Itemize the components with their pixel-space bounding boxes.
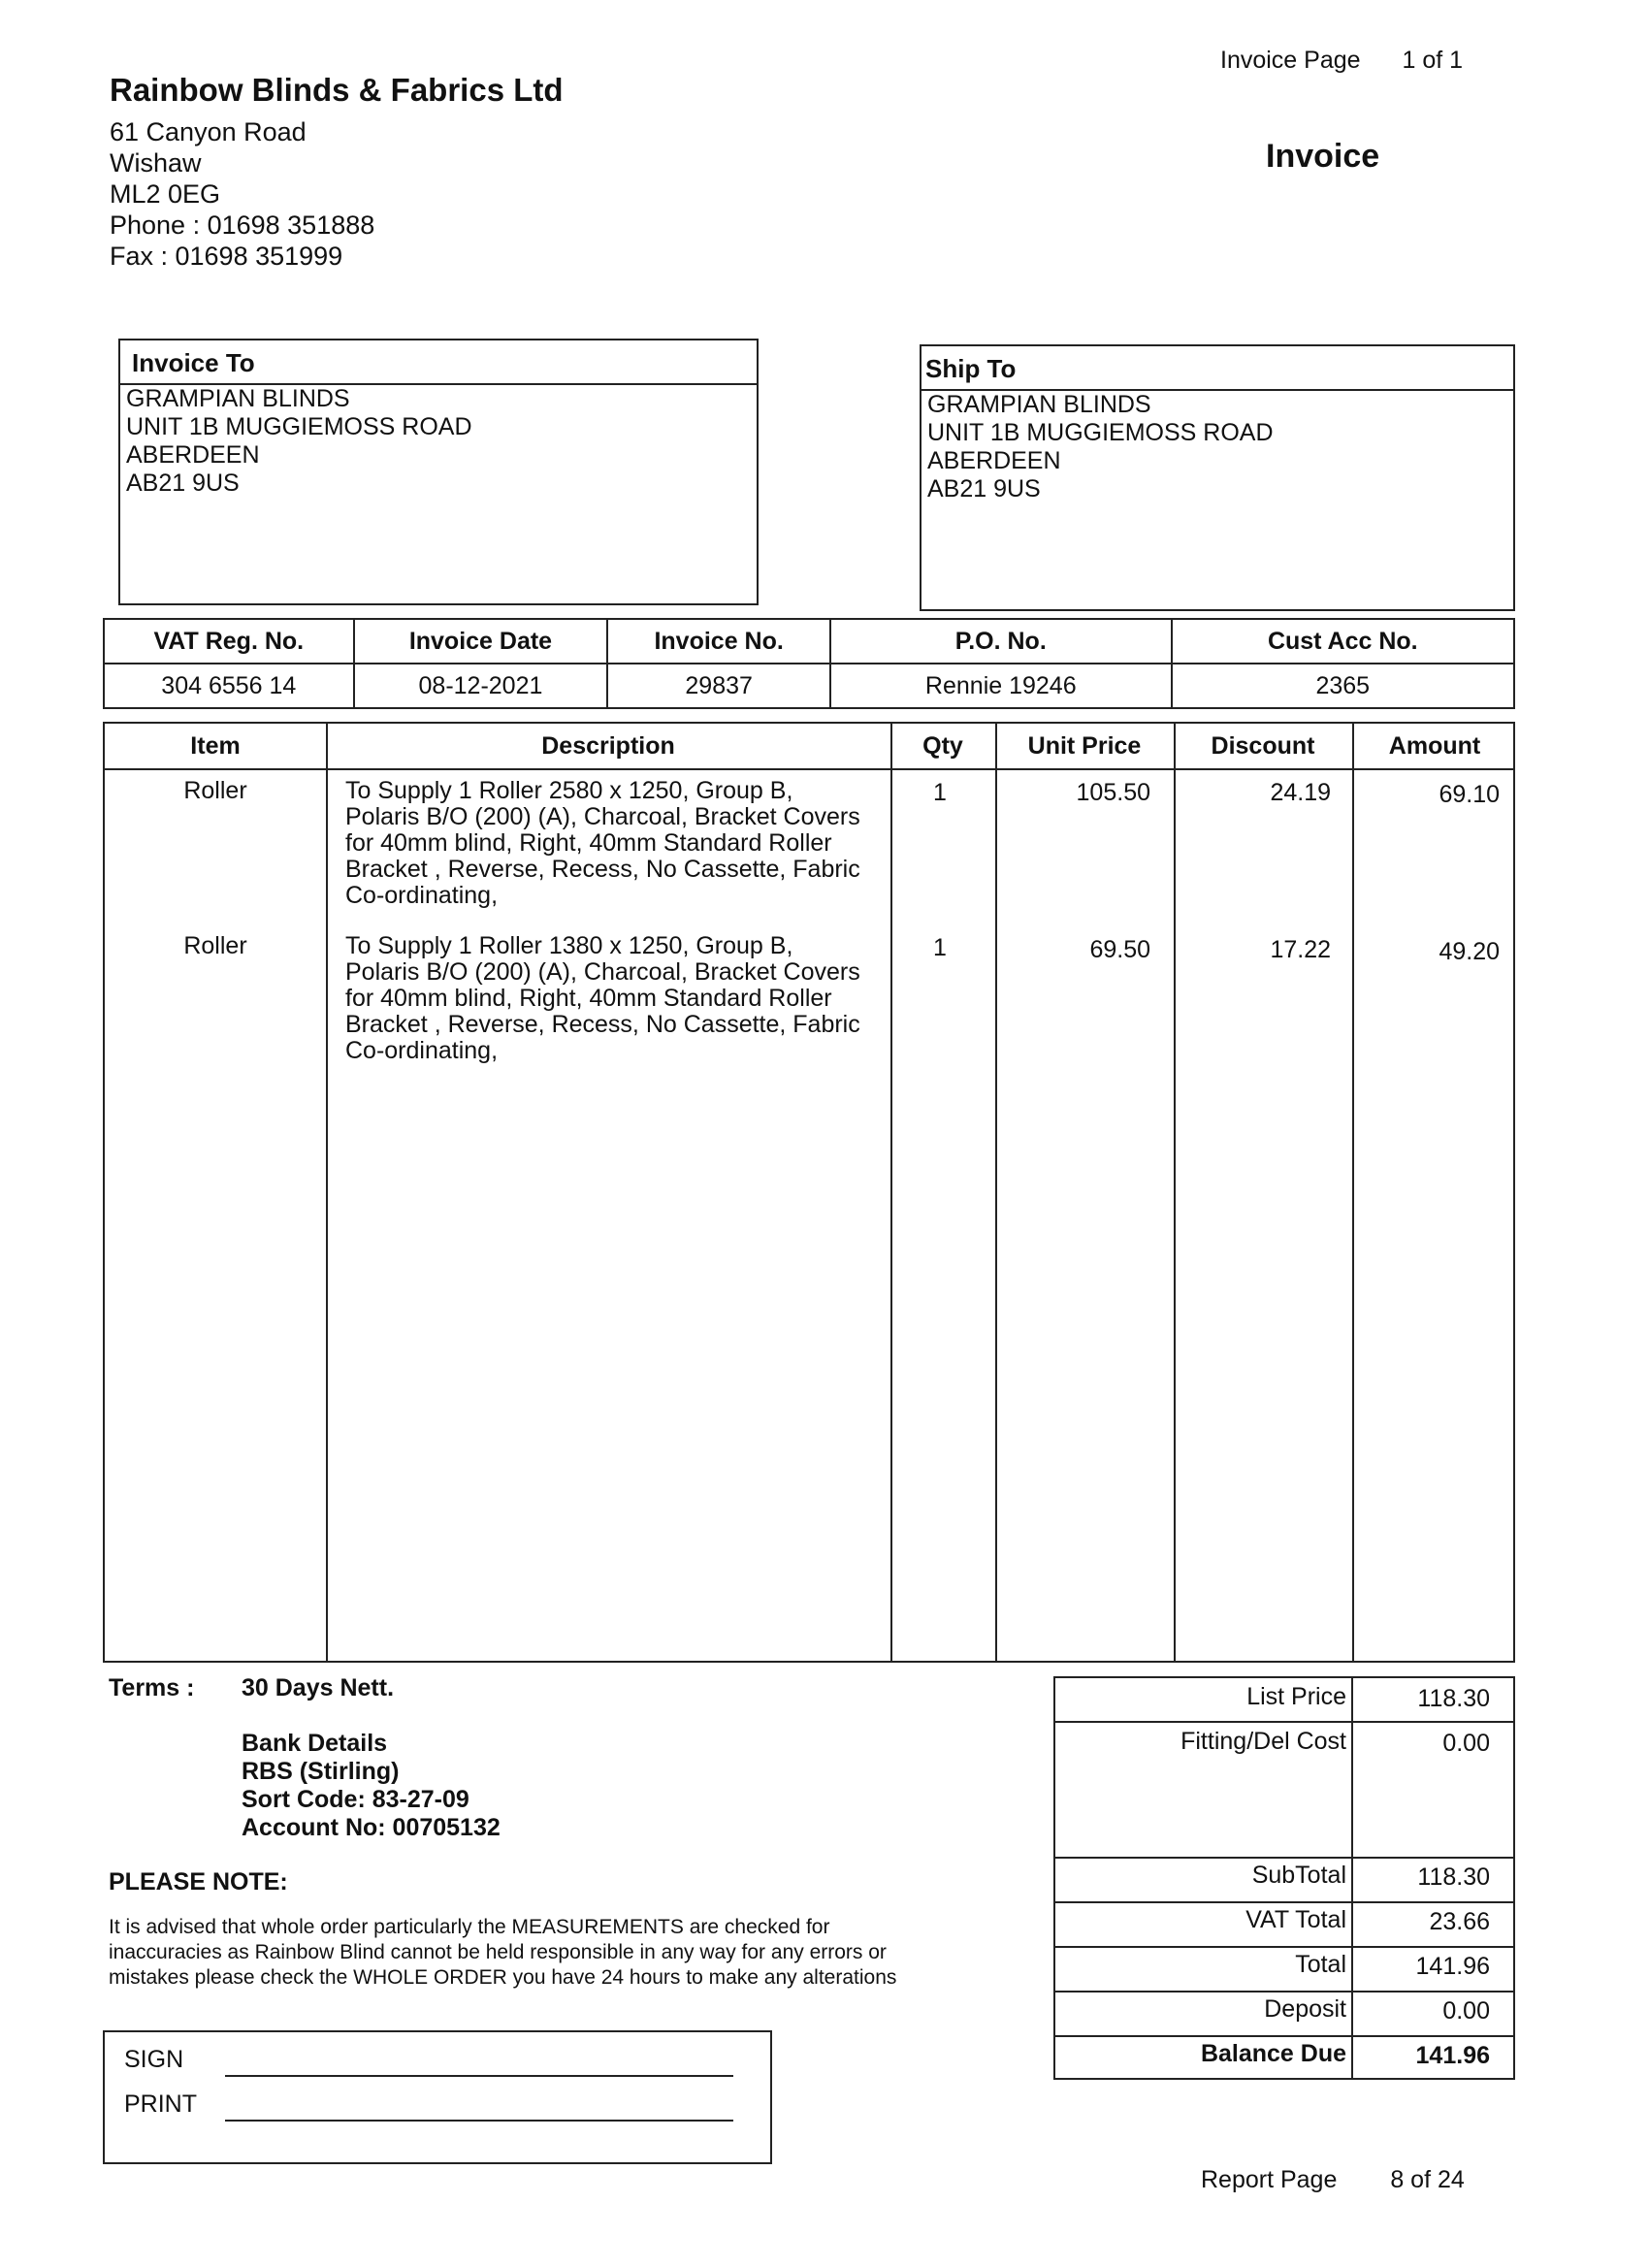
row1-discount: 24.19 [1270,779,1331,806]
po-no-value: Rennie 19246 [830,664,1172,708]
description-line: To Supply 1 Roller 2580 x 1250, Group B, [345,777,793,804]
note-line: It is advised that whole order particularly the MEASUREMENTS are checked for [109,1916,830,1938]
report-page [1201,2166,1465,2194]
list-price-value: 118.30 [1417,1685,1490,1712]
address-line: ABERDEEN [927,447,1061,474]
totals-rule [1055,2035,1513,2037]
item-header: Item [190,732,241,760]
company-address [110,116,374,272]
description-line: To Supply 1 Roller 1380 x 1250, Group B, [345,932,793,959]
description-line: Polaris B/O (200) (A), Charcoal, Bracket Covers [345,803,860,830]
account-number: Account No: 00705132 [242,1814,501,1841]
totals-rule [1055,1857,1513,1859]
terms-label: Terms : [109,1674,195,1701]
invoice-date-value: 08-12-2021 [354,664,608,708]
amount-header: Amount [1388,732,1481,760]
deposit-label: Deposit [1264,1995,1346,2023]
address-line: 61 Canyon Road [110,117,307,146]
invoice-no-value: 29837 [607,664,830,708]
invoice-meta-table [103,618,1515,709]
totals-rule [1055,1991,1513,1993]
column-divider [995,724,997,1661]
address-line: UNIT 1B MUGGIEMOSS ROAD [126,413,472,440]
bank-details [242,1730,501,1842]
ship-to-heading: Ship To [922,346,1513,391]
fitting-label: Fitting/Del Cost [1180,1728,1346,1755]
cust-acc-header: Cust Acc No. [1172,619,1514,664]
description-header: Description [541,732,675,760]
row2-description [345,933,889,1064]
total-value: 141.96 [1415,1953,1490,1980]
page-label: Invoice Page [1220,47,1361,74]
cust-acc-value: 2365 [1172,664,1514,708]
note-line: mistakes please check the WHOLE ORDER you have 24 hours to make any alterations [109,1966,897,1989]
company-phone: Phone : 01698 351888 [110,211,375,240]
address-line: GRAMPIAN BLINDS [927,391,1151,418]
description-line: for 40mm blind, Right, 40mm Standard Roller [345,985,832,1012]
invoice-date-header: Invoice Date [354,619,608,664]
sort-code: Sort Code: 83-27-09 [242,1786,469,1813]
address-line: UNIT 1B MUGGIEMOSS ROAD [927,419,1274,446]
vat-reg-header: VAT Reg. No. [104,619,354,664]
row1-unit-price: 105.50 [1076,779,1150,806]
unit-price-header: Unit Price [1027,732,1142,760]
totals-box [1053,1676,1515,2080]
sign-print-box [103,2030,772,2164]
po-no-header: P.O. No. [830,619,1172,664]
column-divider [890,724,892,1661]
row1-item: Roller [183,777,247,804]
row2-item: Roller [183,932,247,959]
note-text [109,1915,896,1991]
bank-heading: Bank Details [242,1730,388,1757]
deposit-value: 0.00 [1442,1997,1490,2025]
invoice-to-heading: Invoice To [120,340,757,385]
description-line: Co-ordinating, [345,882,499,909]
sign-line[interactable] [225,2075,733,2077]
vat-total-label: VAT Total [1245,1906,1346,1933]
invoice-no-header: Invoice No. [607,619,830,664]
qty-header: Qty [922,732,963,760]
balance-due-value: 141.96 [1415,2042,1490,2069]
address-line: AB21 9US [927,475,1041,502]
ship-to-address [922,391,1513,503]
address-line: GRAMPIAN BLINDS [126,385,350,412]
report-page-value: 8 of 24 [1390,2166,1465,2193]
description-line: Polaris B/O (200) (A), Charcoal, Bracket Covers [345,958,860,986]
page-value: 1 of 1 [1402,47,1464,74]
row2-qty: 1 [933,934,947,961]
column-divider [326,724,328,1661]
invoice-to-address [120,385,757,498]
list-price-label: List Price [1246,1683,1346,1710]
total-label: Total [1295,1951,1346,1978]
description-line: Bracket , Reverse, Recess, No Cassette, Fabric [345,1011,860,1038]
ship-to-box [920,344,1515,611]
meta-header-row [104,619,1514,664]
row2-discount: 17.22 [1270,936,1331,963]
balance-due-label: Balance Due [1200,2040,1346,2067]
sign-label: SIGN [124,2046,184,2073]
company-name: Rainbow Blinds & Fabrics Ltd [110,72,564,108]
row2-amount: 49.20 [1439,938,1500,965]
address-line: ABERDEEN [126,441,260,469]
print-line[interactable] [225,2120,733,2122]
document-title: Invoice [1266,138,1380,175]
subtotal-label: SubTotal [1251,1862,1346,1889]
subtotal-value: 118.30 [1417,1863,1490,1891]
invoice-to-box [118,339,759,605]
fitting-value: 0.00 [1442,1730,1490,1757]
totals-rule [1055,1946,1513,1948]
note-line: inaccuracies as Rainbow Blind cannot be held responsible in any way for any errors or [109,1941,887,1963]
print-label: PRINT [124,2090,197,2118]
totals-rule [1055,1721,1513,1723]
address-line: AB21 9US [126,470,240,497]
line-items-table [103,722,1515,1663]
description-line: Bracket , Reverse, Recess, No Cassette, Fabric [345,856,860,883]
report-page-label: Report Page [1201,2166,1338,2193]
address-line: ML2 0EG [110,179,221,209]
vat-total-value: 23.66 [1429,1908,1490,1935]
vat-reg-value: 304 6556 14 [104,664,354,708]
column-divider [1174,724,1176,1661]
note-heading: PLEASE NOTE: [109,1868,288,1895]
description-line: Co-ordinating, [345,1037,499,1064]
company-fax: Fax : 01698 351999 [110,242,343,271]
page-indicator [1220,47,1463,75]
description-line: for 40mm blind, Right, 40mm Standard Roller [345,829,832,857]
column-divider [1352,724,1354,1661]
row1-qty: 1 [933,779,947,806]
discount-header: Discount [1211,732,1315,760]
terms-value: 30 Days Nett. [242,1674,395,1701]
row2-unit-price: 69.50 [1089,936,1150,963]
address-line: Wishaw [110,148,202,178]
row1-amount: 69.10 [1439,781,1500,808]
totals-divider [1351,1678,1353,2078]
meta-value-row [104,664,1514,708]
row1-description [345,778,889,909]
bank-name: RBS (Stirling) [242,1758,400,1785]
totals-rule [1055,1901,1513,1903]
